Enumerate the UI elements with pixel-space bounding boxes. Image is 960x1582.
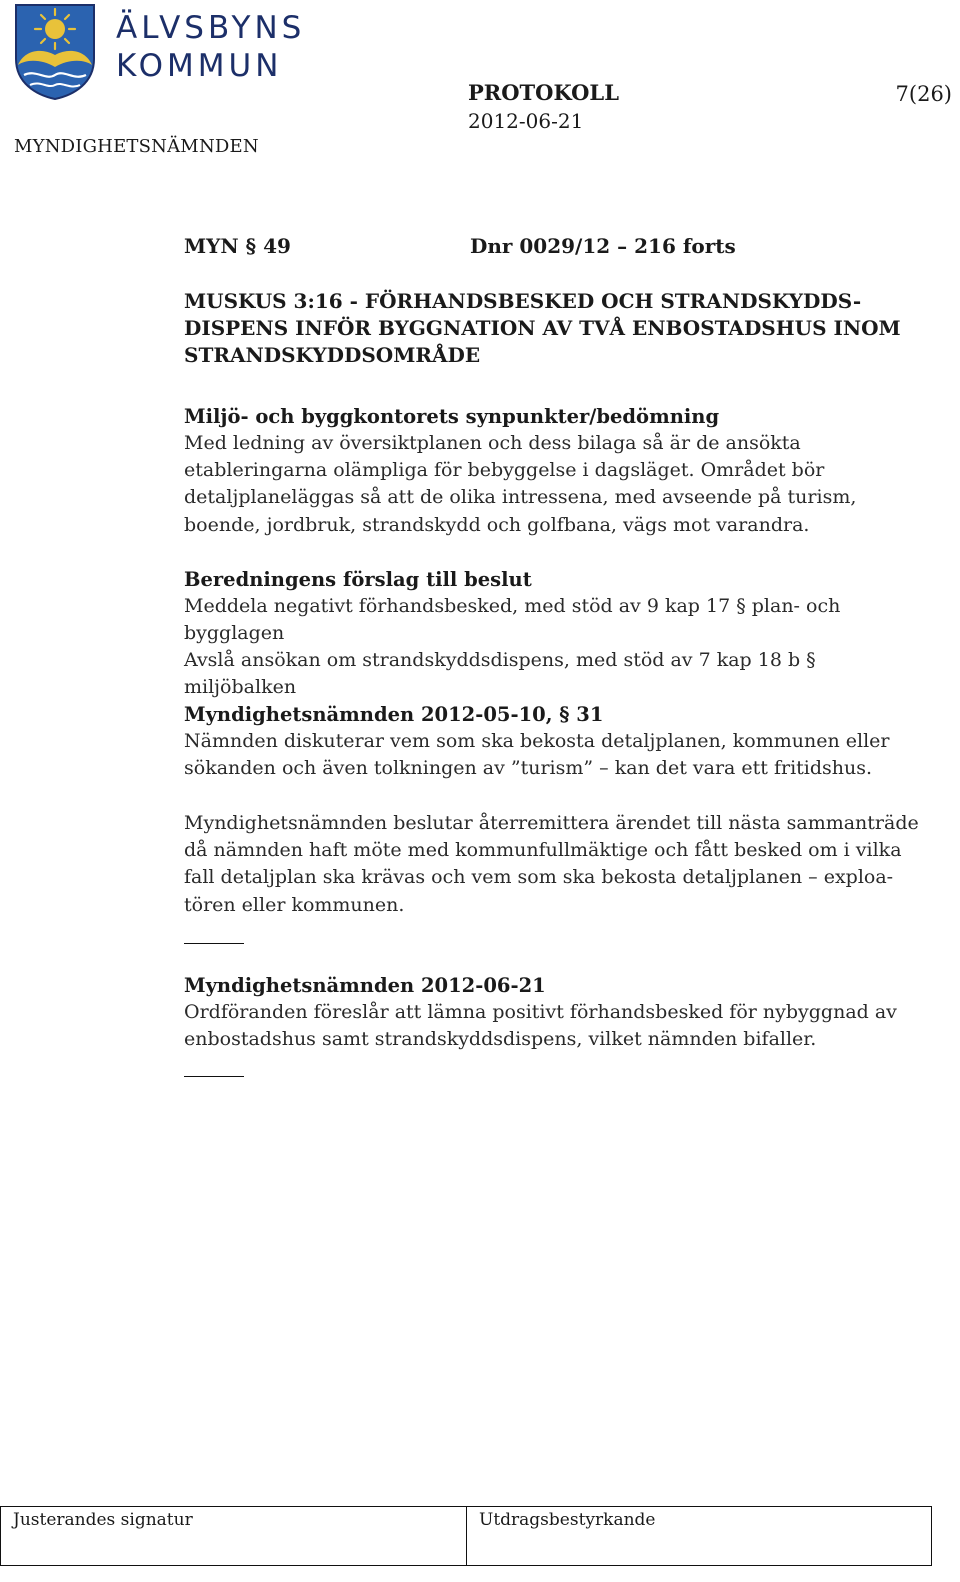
meeting-2-heading: Myndighetsnämnden 2012-06-21 [184, 974, 546, 997]
meeting-1-heading: Myndighetsnämnden 2012-05-10, § 31 [184, 703, 604, 726]
org-name-line1: ÄLVSBYNS [116, 10, 306, 46]
extract-certification-label: Utdragsbestyrkande [479, 1510, 656, 1530]
meeting-1-text-1: Nämnden diskuterar vem som ska bekosta detaljplanen, kommunen eller sökanden och även tolkningen av ”turism” – kan det vara ett fritidshus. [184, 730, 890, 780]
section-divider [184, 943, 244, 944]
case-paragraph-id: MYN § 49 [184, 234, 291, 258]
org-name-line2: KOMMUN [116, 48, 283, 84]
adjuster-signature-field [1, 1507, 467, 1565]
extract-certification-field [467, 1507, 931, 1565]
proposal-text-2: Avslå ansökan om strandskyddsdispens, med stöd av 7 kap 18 b § miljöbalken [184, 649, 816, 699]
meeting-2-section [184, 972, 924, 1053]
meeting-1-section [184, 701, 924, 782]
adjuster-signature-label: Justerandes signatur [13, 1510, 193, 1530]
page-number: 7(26) [895, 82, 952, 106]
department-name: MYNDIGHETSNÄMNDEN [14, 136, 259, 157]
assessment-section [184, 403, 924, 539]
assessment-heading: Miljö- och byggkontorets synpunkter/bedömning [184, 405, 720, 428]
document-date: 2012-06-21 [468, 109, 584, 133]
case-registration-number: Dnr 0029/12 – 216 forts [470, 234, 736, 258]
meeting-2-text: Ordföranden föreslår att lämna positivt förhandsbesked för nybyggnad av enbostadshus samt strandskyddsdispens, vilket nämnden bifaller. [184, 1001, 897, 1051]
meeting-1-text-2: Myndighetsnämnden beslutar återremittera ärendet till nästa sammanträde då nämnden haft möte med kommunfullmäktige och fått besked om i vilka fall detaljplan ska krävas och vem som ska bekosta detaljplanen – exploa-tören eller kommunen. [184, 812, 919, 916]
municipal-coat-of-arms-icon [14, 3, 96, 101]
proposal-heading: Beredningens förslag till beslut [184, 568, 532, 591]
assessment-text: Med ledning av översiktplanen och dess bilaga så är de ansökta etableringarna olämpliga för bebyggelse i dagsläget. Området bör detaljplaneläggas så att de olika intressena, med avseende på turism, boende, jordbruk, strandskydd och golfbana, vägs mot varandra. [184, 432, 857, 536]
section-divider [184, 1076, 244, 1077]
signature-footer [0, 1506, 932, 1566]
proposal-text-1: Meddela negativt förhandsbesked, med stöd av 9 kap 17 § plan- och bygglagen [184, 595, 841, 645]
document-type: PROTOKOLL [468, 80, 619, 105]
proposal-section [184, 566, 924, 647]
case-title: MUSKUS 3:16 - FÖRHANDSBESKED OCH STRANDSKYDDS-DISPENS INFÖR BYGGNATION AV TVÅ ENBOSTADSHUS INOM STRANDSKYDDSOMRÅDE [184, 289, 901, 367]
